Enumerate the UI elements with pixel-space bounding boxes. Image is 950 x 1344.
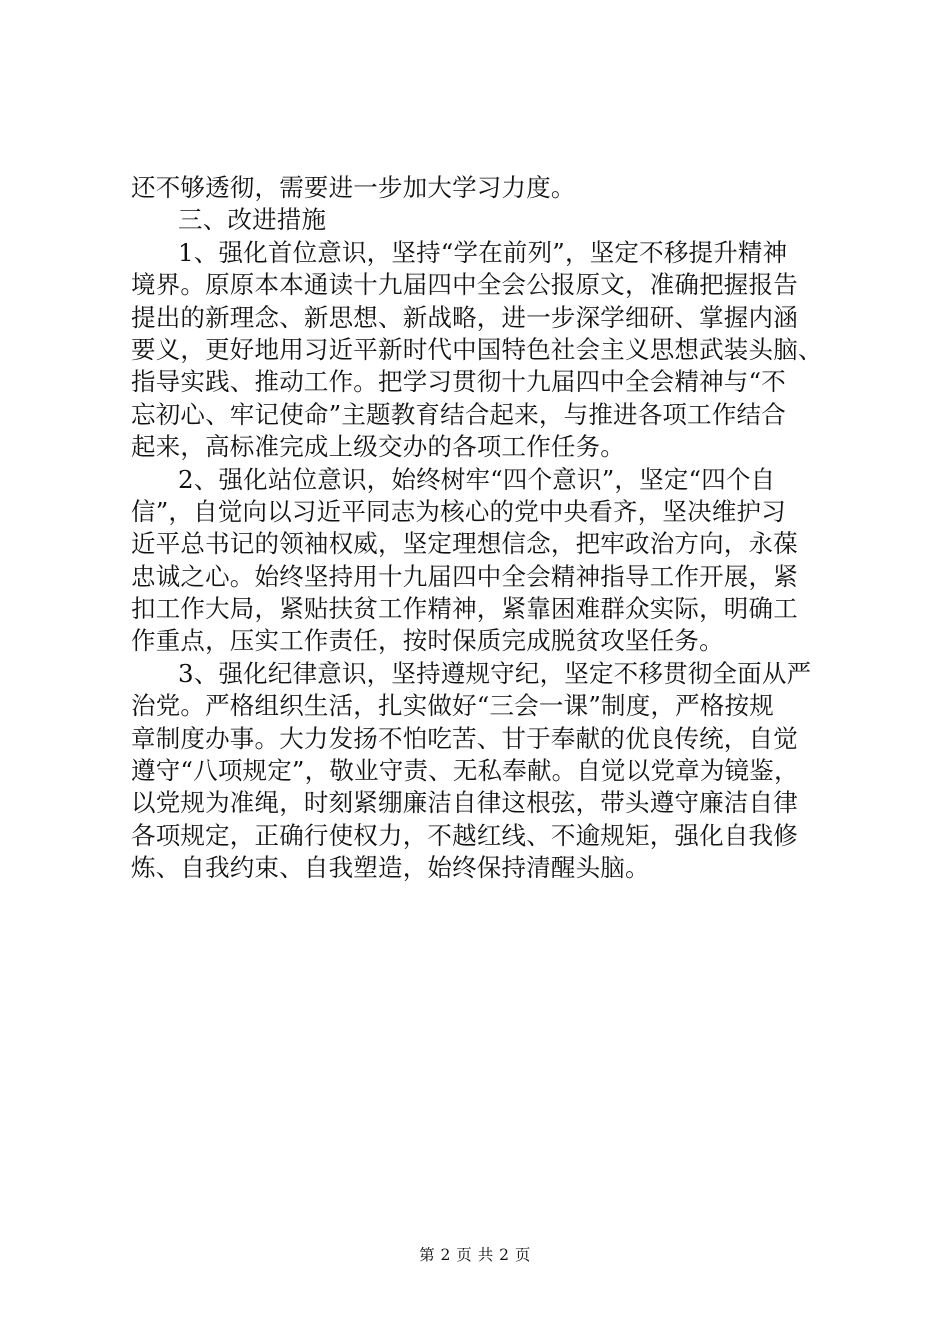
text-line: 忠诚之心。始终坚持用十九届四中全会精神指导工作开展，紧	[131, 561, 798, 591]
text-line: 还不够透彻，需要进一步加大学习力度。	[131, 173, 576, 202]
text-line: 指导实践、推动工作。把学习贯彻十九届四中全会精神与“不	[131, 367, 786, 397]
text-line: 忘初心、牢记使命”主题教育结合起来，与推进各项工作结合	[131, 399, 786, 429]
document-body	[131, 172, 823, 885]
text-line: 各项规定，正确行使权力，不越红线、不逾规矩，强化自我修	[131, 820, 798, 850]
page-number-footer: 第 2 页 共 2 页	[419, 1246, 531, 1264]
text-line: 以党规为准绳，时刻紧绷廉洁自律这根弦，带头遵守廉洁自律	[131, 788, 798, 818]
text-line: 作重点，压实工作责任，按时保质完成脱贫攻坚任务。	[131, 626, 724, 656]
text-line: 2、强化站位意识，始终树牢“四个意识”，坚定“四个自	[178, 464, 776, 494]
text-line: 提出的新理念、新思想、新战略，进一步深学细研、掌握内涵	[131, 302, 798, 332]
text-line: 要义，更好地用习近平新时代中国特色社会主义思想武装头脑、	[131, 334, 823, 364]
text-line: 境界。原原本本通读十九届四中全会公报原文，准确把握报告	[131, 270, 798, 300]
text-line: 3、强化纪律意识，坚持遵规守纪，坚定不移贯彻全面从严	[178, 658, 812, 688]
text-line: 扣工作大局，紧贴扶贫工作精神，紧靠困难群众实际，明确工	[131, 594, 798, 624]
text-line: 近平总书记的领袖权威，坚定理想信念，把牢政治方向，永葆	[131, 529, 798, 559]
section-heading: 三、改进措施	[178, 205, 327, 235]
text-line: 治党。严格组织生活，扎实做好“三会一课”制度，严格按规	[131, 691, 774, 721]
text-line: 遵守“八项规定”，敬业守责、无私奉献。自觉以党章为镜鉴，	[131, 756, 799, 786]
text-line: 1、强化首位意识，坚持“学在前列”，坚定不移提升精神	[178, 237, 788, 267]
text-line: 起来，高标准完成上级交办的各项工作任务。	[131, 432, 625, 462]
text-line: 信”，自觉向以习近平同志为核心的党中央看齐，坚决维护习	[131, 496, 786, 526]
text-line: 章制度办事。大力发扬不怕吃苦、甘于奉献的优良传统，自觉	[131, 723, 798, 753]
text-line: 炼、自我约束、自我塑造，始终保持清醒头脑。	[131, 853, 650, 883]
